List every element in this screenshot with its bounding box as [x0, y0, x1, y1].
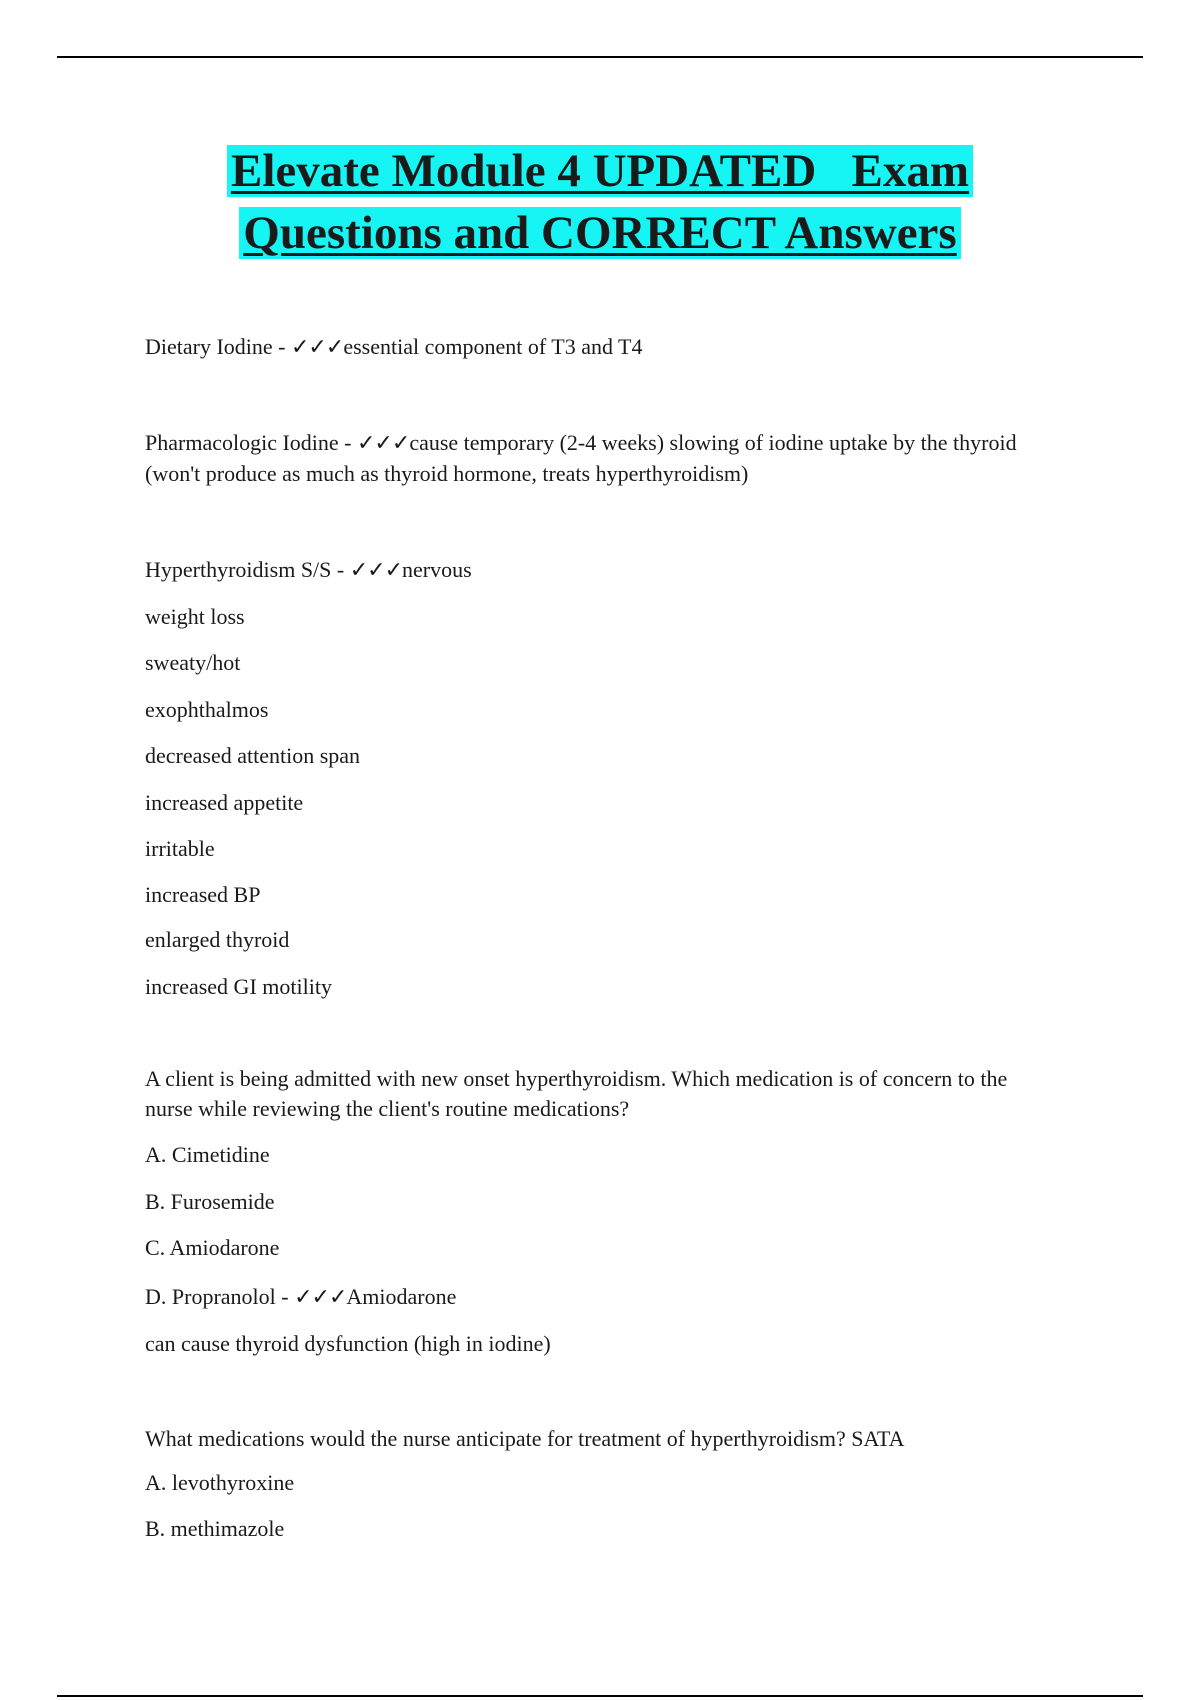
answer: essential component of T3 and T4: [343, 334, 643, 359]
term: Pharmacologic Iodine -: [145, 430, 357, 455]
entry-pharmacologic-iodine: [145, 428, 1045, 489]
answer: cause temporary (2-4 weeks) slowing of iodine uptake by the thyroid (won't produce as much as thyroid hormone, treats hyperthyroidism): [145, 430, 1017, 486]
title-line-2: Questions and CORRECT Answers: [239, 207, 960, 259]
term: Dietary Iodine -: [145, 334, 291, 359]
entry-hyperthyroidism-ss: [145, 555, 472, 586]
check-marks-icon: ✓✓✓: [294, 1285, 347, 1310]
list-item: irritable: [145, 836, 215, 861]
list-item: enlarged thyroid: [145, 927, 290, 952]
entry-dietary-iodine: [145, 332, 643, 363]
list-item: decreased attention span: [145, 743, 361, 768]
answer-option-with-answer: [145, 1282, 456, 1313]
option-label: D. Propranolol -: [145, 1284, 295, 1309]
term: Hyperthyroidism S/S -: [145, 557, 350, 582]
list-item: increased GI motility: [145, 974, 332, 999]
list-item: sweaty/hot: [145, 650, 241, 675]
document-title: [0, 140, 1200, 264]
list-item: exophthalmos: [145, 697, 269, 722]
question-1: A client is being admitted with new onset hyperthyroidism. Which medication is of concern to the nurse while reviewing the client's routine medications?: [145, 1066, 1008, 1121]
top-rule: [57, 56, 1143, 58]
list-item: weight loss: [145, 604, 245, 629]
answer-option: A. Cimetidine: [145, 1142, 270, 1167]
answer: nervous: [402, 557, 472, 582]
answer-option: A. levothyroxine: [145, 1470, 295, 1495]
rationale: can cause thyroid dysfunction (high in iodine): [145, 1331, 551, 1356]
answer-option: B. Furosemide: [145, 1189, 275, 1214]
question-2: What medications would the nurse anticipate for treatment of hyperthyroidism? SATA: [145, 1426, 905, 1451]
title-line-1: Elevate Module 4 UPDATED Exam: [227, 145, 973, 197]
answer-option: C. Amiodarone: [145, 1235, 280, 1260]
list-item: increased appetite: [145, 790, 304, 815]
list-item: increased BP: [145, 882, 261, 907]
check-marks-icon: ✓✓✓: [291, 335, 344, 360]
check-marks-icon: ✓✓✓: [357, 431, 410, 456]
answer: Amiodarone: [346, 1284, 457, 1309]
bottom-rule: [57, 1695, 1143, 1697]
answer-option: B. methimazole: [145, 1516, 285, 1541]
check-marks-icon: ✓✓✓: [349, 558, 403, 583]
